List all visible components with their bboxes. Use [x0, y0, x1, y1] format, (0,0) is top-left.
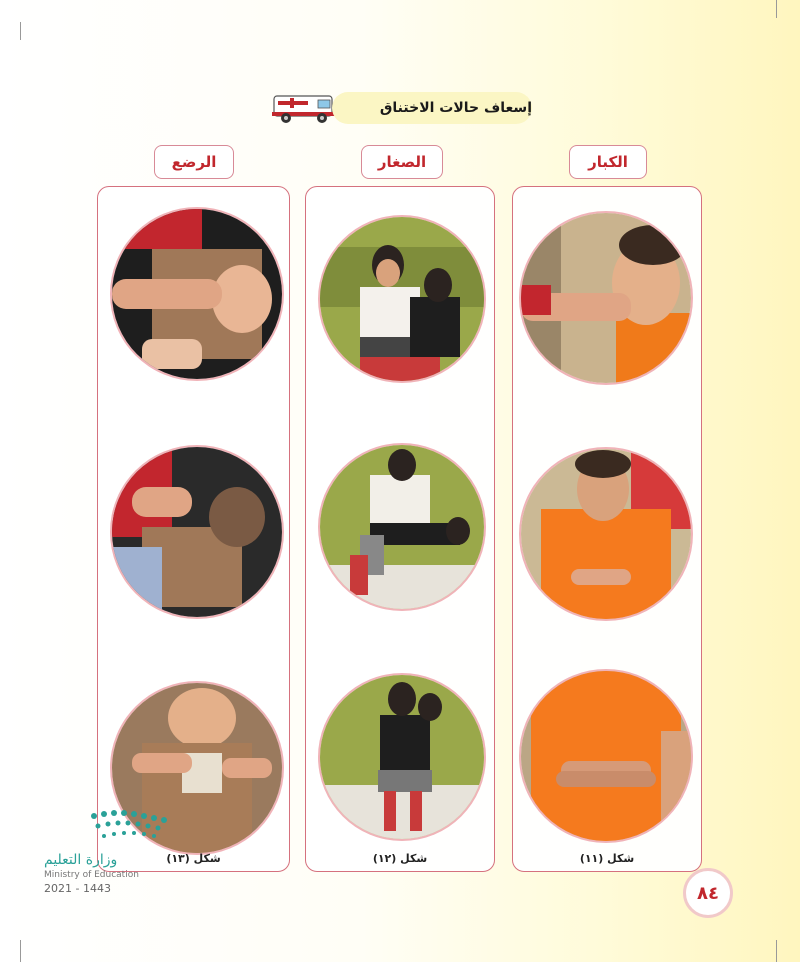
- caption-infants: شكل (١٣): [166, 852, 221, 865]
- logo-year: 2021 - 1443: [44, 882, 111, 895]
- photo-children-2: [320, 445, 484, 609]
- page-title: إسعاف حالات الاختناق: [379, 100, 532, 116]
- panel-infants: [97, 186, 290, 872]
- crop-mark: [776, 0, 777, 18]
- ministry-dots-logo: [84, 808, 174, 848]
- ministry-logo: [44, 808, 194, 898]
- photo-adults-3: [521, 671, 691, 841]
- caption-adults: شكل (١١): [579, 852, 635, 865]
- photo-infants-1: [112, 209, 282, 379]
- ambulance-icon: [270, 88, 340, 128]
- column-title-adults: الكبار: [569, 145, 647, 179]
- page-number: ٨٤: [683, 868, 733, 918]
- header-pill: [332, 92, 532, 124]
- crop-mark: [776, 940, 777, 962]
- photo-children-3: [320, 675, 484, 839]
- logo-arabic-text: وزارة التعليم: [44, 852, 118, 868]
- photo-adults-1: [521, 213, 691, 383]
- crop-mark: [20, 22, 21, 40]
- panel-adults: [512, 186, 702, 872]
- column-title-infants: الرضع: [154, 145, 234, 179]
- page-header: [270, 88, 532, 130]
- panel-children: [305, 186, 495, 872]
- photo-adults-2: [521, 449, 691, 619]
- photo-children-1: [320, 217, 484, 381]
- logo-english-text: Ministry of Education: [44, 870, 139, 880]
- column-title-children: الصغار: [361, 145, 443, 179]
- caption-children: شكل (١٢): [372, 852, 428, 865]
- photo-infants-2: [112, 447, 282, 617]
- crop-mark: [20, 940, 21, 962]
